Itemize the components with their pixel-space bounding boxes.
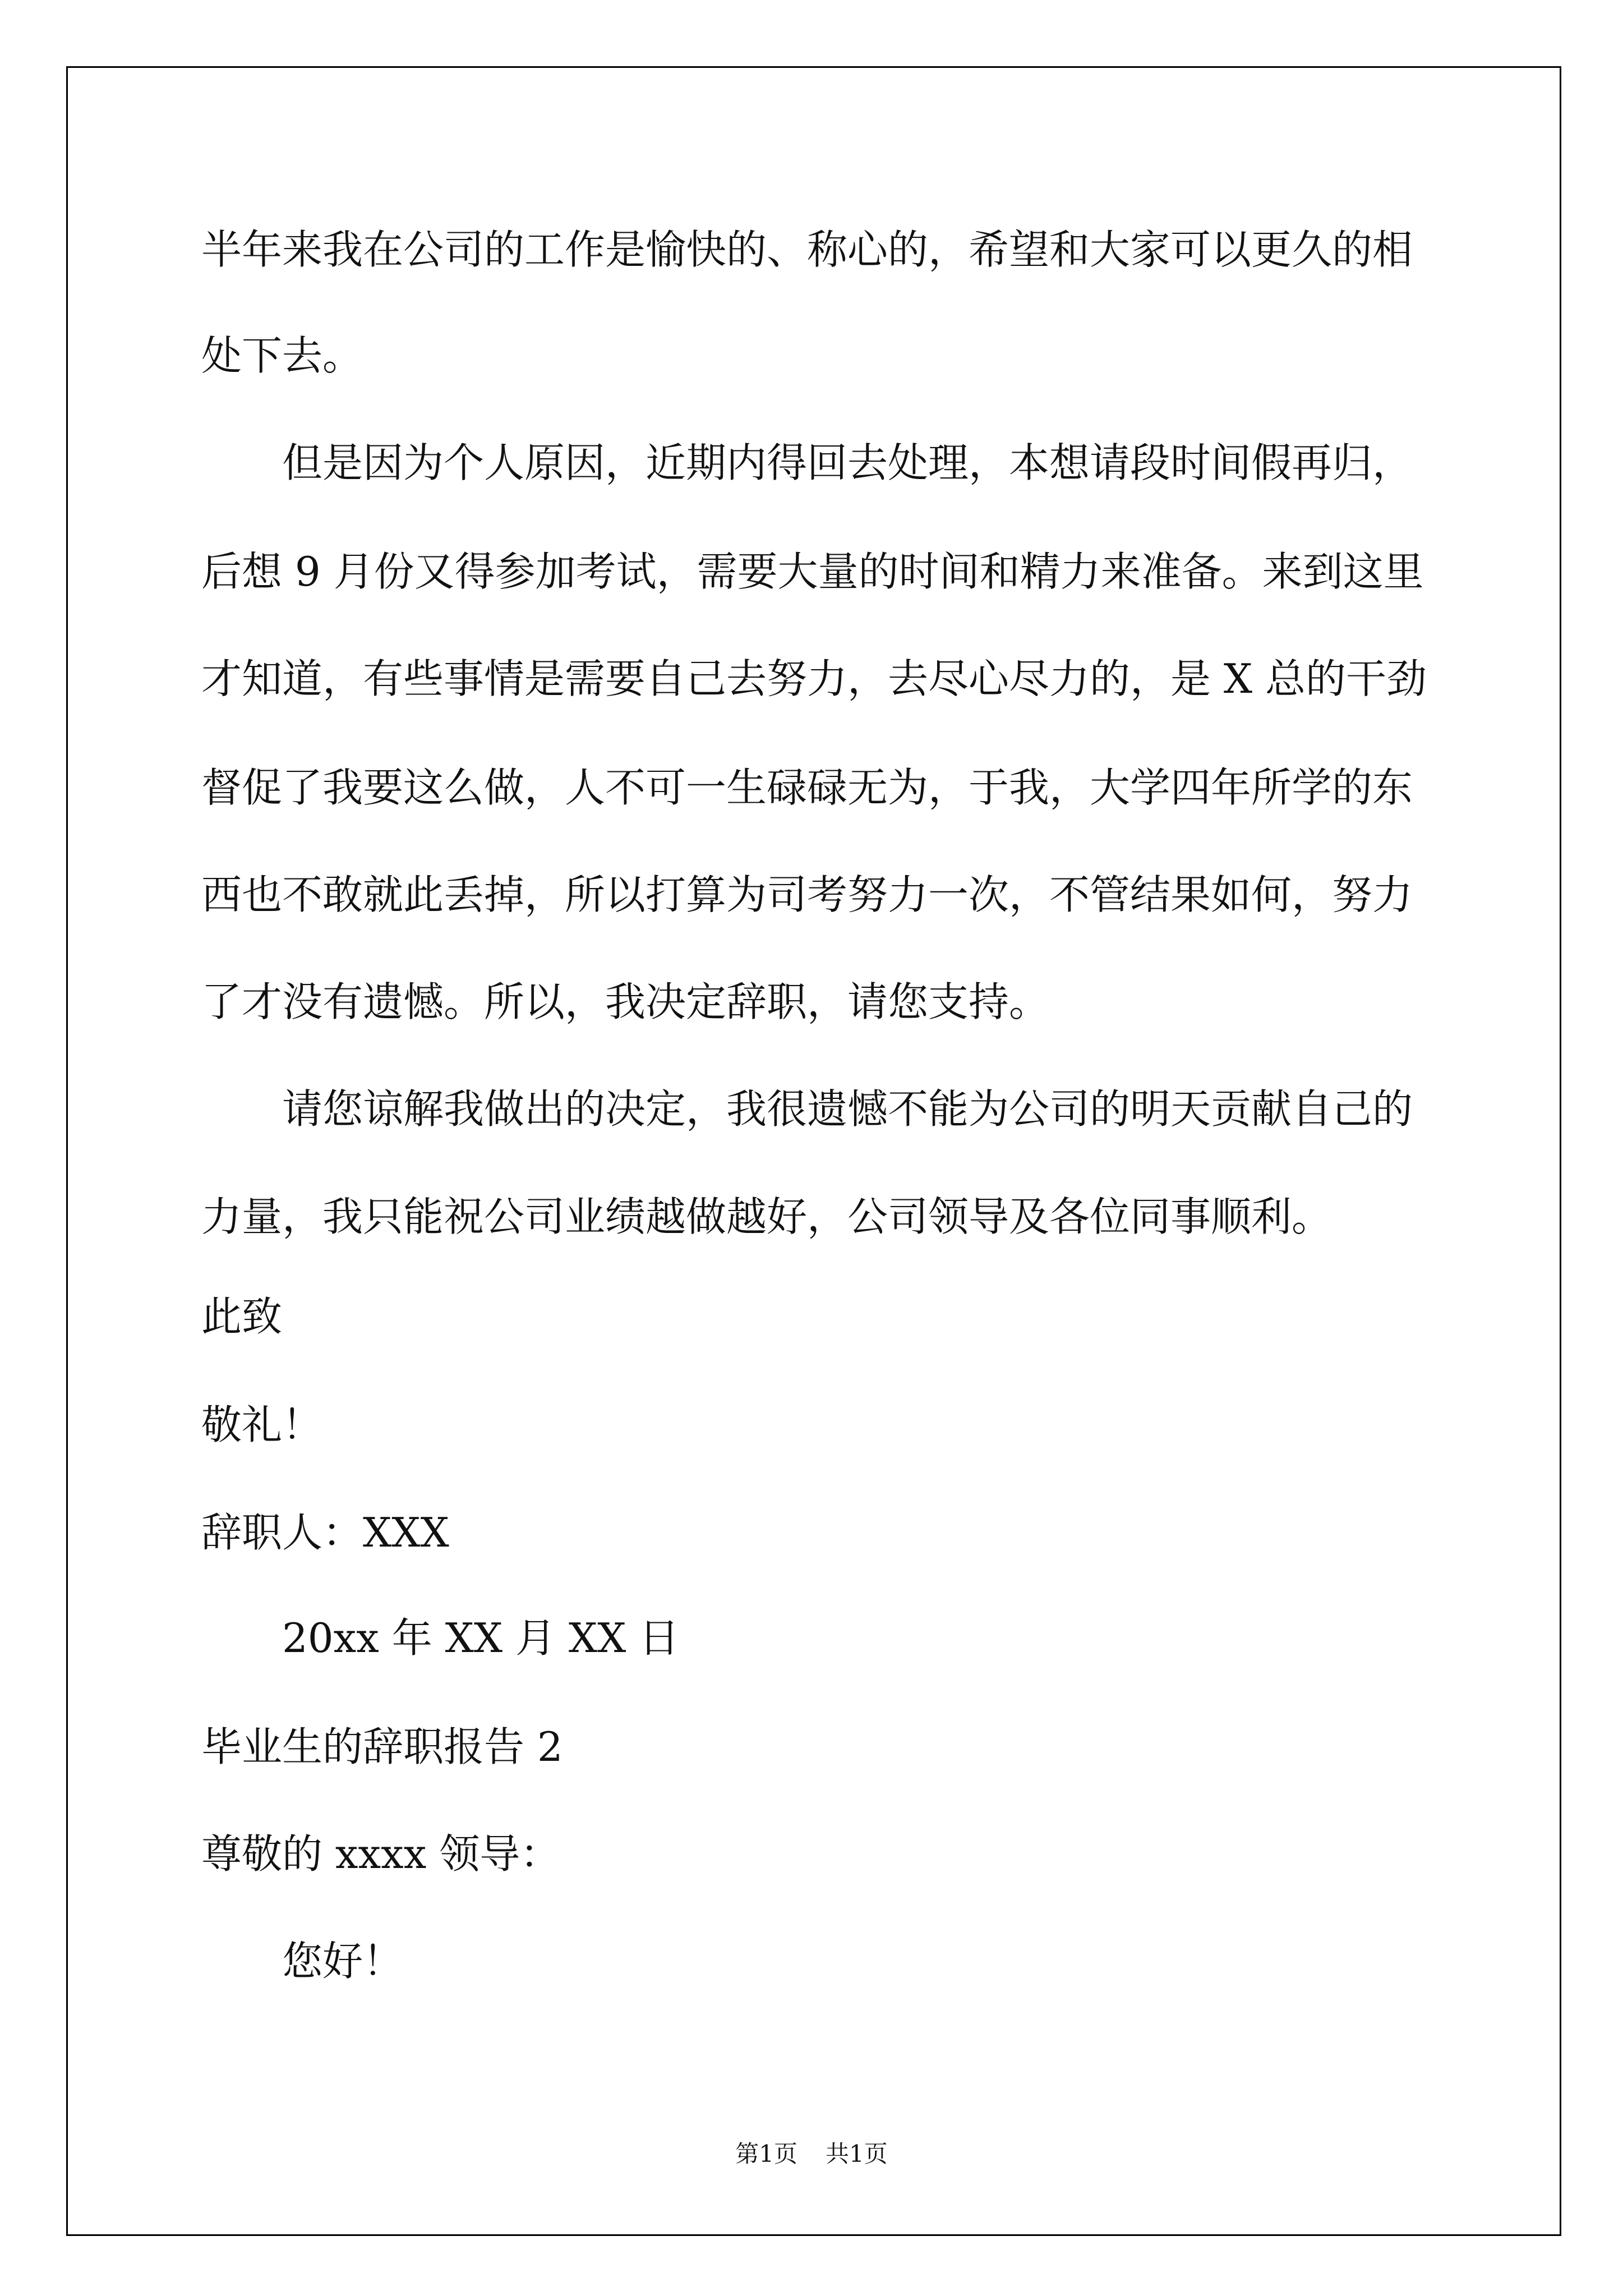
section-title: 毕业生的辞职报告 2	[201, 1723, 563, 1770]
footer-total-pages: 共1页	[826, 2140, 888, 2168]
body-line: 力量，我只能祝公司业绩越做越好，公司领导及各位同事顺利。	[201, 1193, 1332, 1240]
greeting-line: 您好！	[282, 1938, 404, 1985]
salutation-line: 敬礼！	[201, 1401, 323, 1448]
footer-current-page: 第1页	[735, 2140, 797, 2168]
page-border	[66, 66, 1561, 2236]
closing-line: 此致	[201, 1293, 283, 1340]
body-line: 才知道，有些事情是需要自己去努力，去尽心尽力的，是 X 总的干劲	[201, 655, 1427, 702]
signature-line: 辞职人：XXX	[201, 1509, 449, 1556]
body-line: 请您谅解我做出的决定，我很遗憾不能为公司的明天贡献自己的	[282, 1085, 1413, 1133]
body-line: 后想 9 月份又得参加考试，需要大量的时间和精力来准备。来到这里	[201, 548, 1424, 595]
footer-page-number	[0, 2140, 1623, 2168]
body-line: 半年来我在公司的工作是愉快的、称心的，希望和大家可以更久的相	[201, 226, 1413, 273]
body-line: 了才没有遗憾。所以，我决定辞职，请您支持。	[201, 978, 1050, 1025]
body-line: 处下去。	[201, 332, 363, 379]
date-line: 20xx 年 XX 月 XX 日	[282, 1614, 680, 1662]
body-line: 督促了我要这么做，人不可一生碌碌无为，于我，大学四年所学的东	[201, 764, 1413, 811]
body-line: 但是因为个人原因，近期内得回去处理，本想请段时间假再归，	[282, 439, 1413, 486]
recipient-line: 尊敬的 xxxx 领导：	[201, 1830, 561, 1878]
body-line: 西也不敢就此丢掉，所以打算为司考努力一次，不管结果如何，努力	[201, 871, 1413, 918]
